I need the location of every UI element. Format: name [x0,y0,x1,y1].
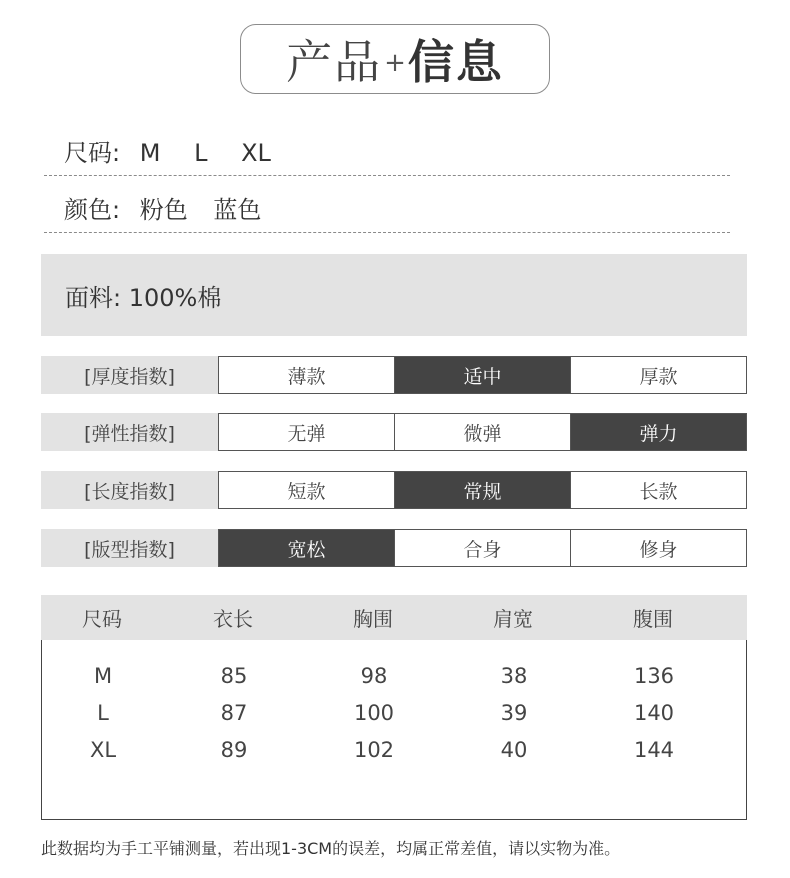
thickness-index-row [41,356,747,394]
index-option-selected: 宽松 [219,530,394,566]
column-header: 腹围 [633,607,673,631]
index-option-selected: 适中 [394,357,570,393]
column-header: 肩宽 [493,607,533,631]
table-cell: 140 [633,700,675,725]
index-option: 无弹 [219,414,394,450]
column-header: 尺码 [82,607,122,631]
size-value: M [139,139,161,167]
table-cell: 102 [353,737,395,762]
color-label: 颜色: [64,196,121,224]
table-cell: 39 [500,700,528,725]
size-value: L [194,139,208,167]
column-header: 衣长 [213,607,253,631]
color-value: 粉色 [139,196,188,224]
table-cell: 144 [633,737,675,762]
title-part2: 信息 [407,35,504,89]
table-cell: 89 [220,737,248,762]
index-option-selected: 弹力 [570,414,746,450]
index-options [218,413,747,451]
fabric-text: 面料: 100%棉 [65,283,222,312]
size-line [64,133,271,168]
title-part1: 产品 [286,35,383,89]
elasticity-index-row [41,413,747,451]
measurement-note: 此数据均为手工平铺测量，若出现1-3CM的误差，均属正常差值，请以实物为准。 [41,839,621,858]
index-option: 修身 [570,530,746,566]
length-index-row [41,471,747,509]
divider [44,175,730,176]
size-label: 尺码: [64,139,121,167]
table-cell: M [93,663,113,688]
table-row [42,731,746,768]
table-cell: 40 [500,737,528,762]
title-box [240,24,550,94]
index-label: [版型指数] [41,529,218,567]
index-option: 微弹 [394,414,570,450]
index-options [218,529,747,567]
color-value: 蓝色 [213,196,262,224]
title-plus: + [384,48,406,78]
table-row [42,694,746,731]
color-line [64,190,261,225]
index-option: 短款 [219,472,394,508]
table-cell: 136 [633,663,675,688]
fit-index-row [41,529,747,567]
size-value: XL [241,139,271,167]
index-options [218,471,747,509]
size-table-body [41,640,747,820]
index-option-selected: 常规 [394,472,570,508]
table-cell: L [97,700,109,725]
fabric-panel [41,254,747,336]
index-label: [厚度指数] [41,356,218,394]
table-cell: 98 [360,663,388,688]
index-option: 长款 [570,472,746,508]
index-label: [长度指数] [41,471,218,509]
table-cell: 87 [220,700,248,725]
column-header: 胸围 [353,607,393,631]
index-option: 薄款 [219,357,394,393]
table-cell: 38 [500,663,528,688]
index-label: [弹性指数] [41,413,218,451]
index-option: 厚款 [570,357,746,393]
table-cell: 100 [353,700,395,725]
size-table-header [41,595,747,640]
table-row [42,657,746,694]
index-options [218,356,747,394]
index-option: 合身 [394,530,570,566]
table-cell: 85 [220,663,248,688]
table-cell: XL [89,737,117,762]
divider [44,232,730,233]
